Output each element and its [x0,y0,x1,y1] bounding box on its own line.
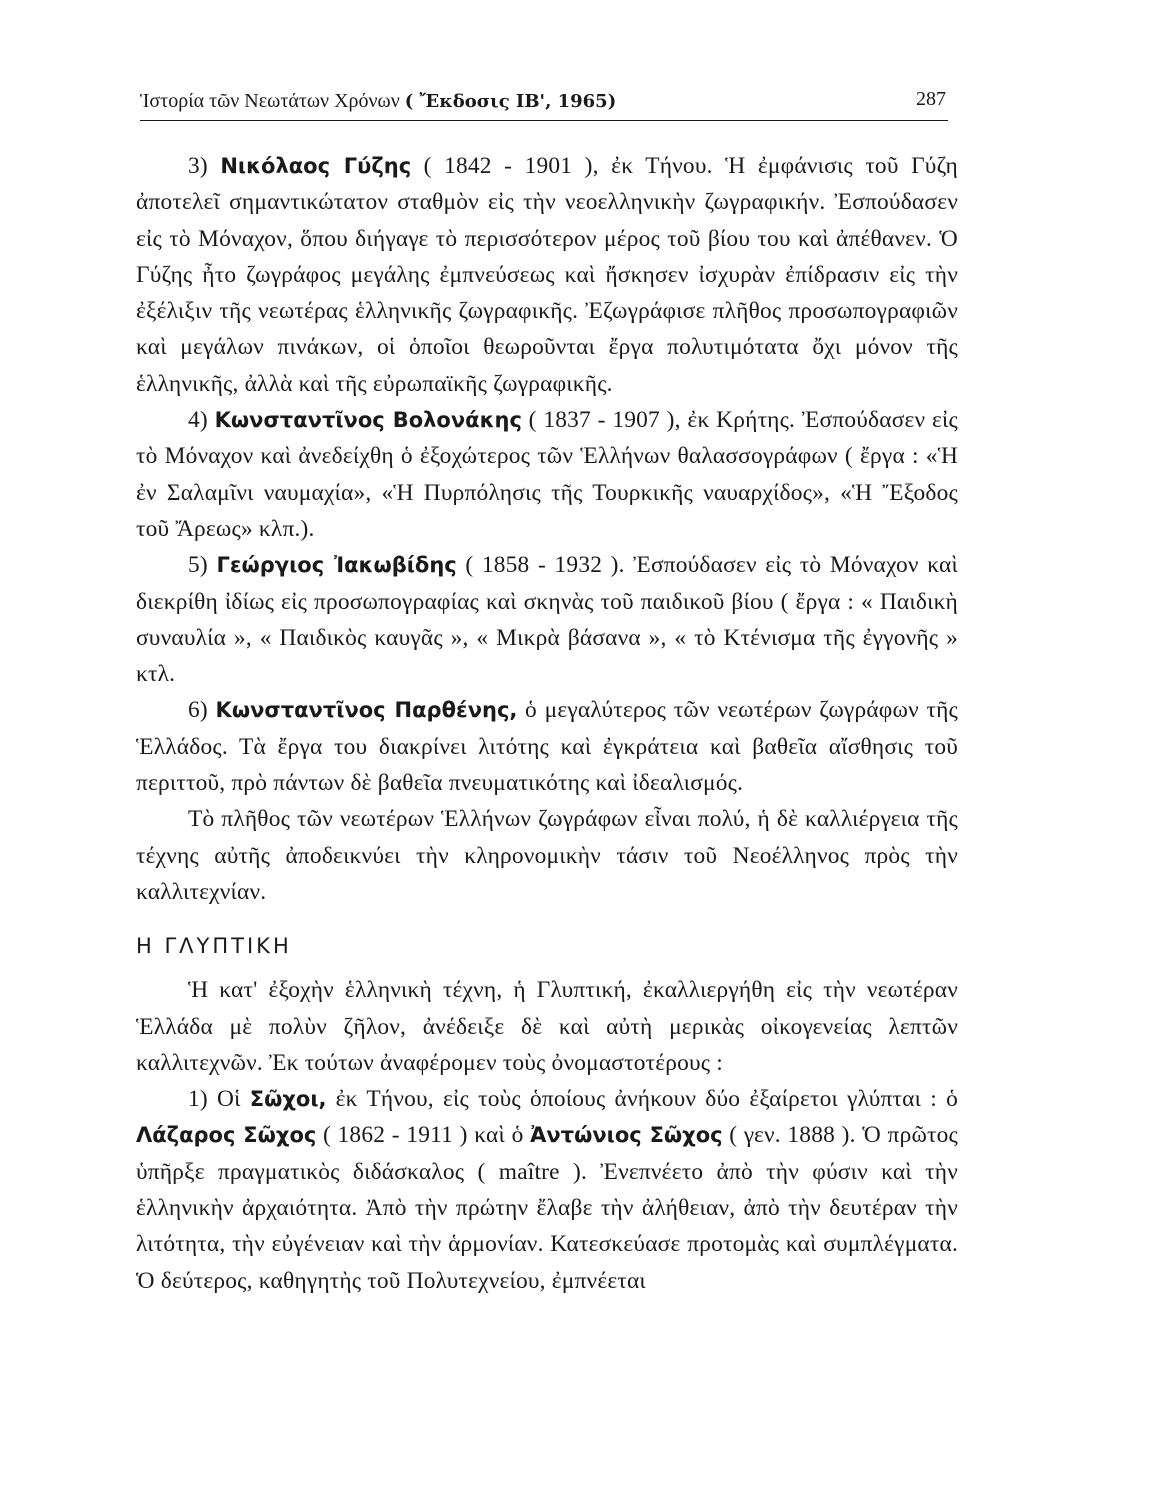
paragraph-text: Τὸ πλῆθος τῶν νεωτέρων Ἑλλήνων ζωγράφων εἶναι πολύ, ἡ δὲ καλλιέργεια τῆς τέχνης αὐτῆς ἀποδεικνύει τὴν κληρονομικὴν τάσιν τοῦ Νεοέλληνος πρὸς τὴν καλλιτεχνίαν. [136,806,958,905]
artist-name: Κωνσταντῖνος Παρθένης, [215,698,518,723]
item-number: 6) [188,697,216,724]
artist-name: Γεώργιος Ἰακωβίδης [216,553,457,578]
paragraph-text: Ἡ κατ' ἐξοχὴν ἑλληνικὴ τέχνη, ἡ Γλυπτική, ἐκαλλιεργήθη εἰς τὴν νεωτέραν Ἑλλάδα μὲ πολὺν ζῆλον, ἀνέδειξε δὲ καὶ αὐτὴ μερικὰς οἰκογενείας λεπτῶν καλλιτεχνῶν. Ἐκ τούτων ἀναφέρομεν τοὺς ὀνομαστοτέρους : [136,977,958,1076]
artist-name: Νικόλαος Γύζης [220,154,412,178]
paragraph-sculpture-intro [136,972,958,1081]
paragraph-text: ( 1837 - 1907 ), ἐκ Κρήτης. Ἐσπούδασεν εἰς τὸ Μόναχον καὶ ἀνεδείχθη ὁ ἐξοχώτερος τῶν Ἑλλήνων θαλασσογράφων ( ἔργα : «Ἡ ἐν Σαλαμῖνι ναυμαχία», «Ἡ Πυρπόλησις τῆς Τουρκικῆς ναυαρχίδος», «Ἡ Ἔξοδος τοῦ Ἄρεως» κλπ.). [136,407,959,542]
paragraph-volonakis [136,402,958,547]
item-number: 4) [188,407,215,434]
item-number: 1) [188,1086,218,1113]
artist-family-name: Σῶχοι, [249,1087,327,1112]
page-number: 287 [916,88,946,110]
paragraph-text: ἐκ Τήνου, εἰς τοὺς ὁποίους ἀνήκουν δύο ἐξαίρετοι γλύπται : ὁ [326,1086,958,1113]
book-title-text: Ἱστορία τῶν Νεωτάτων Χρόνων [140,90,400,112]
paragraph-iakovidis [136,547,958,692]
paragraph-sochoi [136,1081,958,1299]
paragraph-text: ( 1862 - 1911 ) καὶ ὁ [316,1122,531,1149]
edition-info: ( Ἔκδοσις ΙΒ', 1965) [404,91,617,112]
running-header [140,86,948,121]
paragraph-gyzis [136,148,958,402]
paragraph-text: ( 1842 - 1901 ), ἐκ Τήνου. Ἡ ἐμφάνισις τοῦ Γύζη ἀποτελεῖ σημαντικώτατον σταθμὸν εἰς τὴν νεοελληνικὴν ζωγραφικήν. Ἐσπούδασεν εἰς τὸ Μόναχον, ὅπου διήγαγε τὸ περισσότερον μέρος τοῦ βίου του καὶ ἀπέθανεν. Ὁ Γύζης ἦτο ζωγράφος μεγάλης ἐμπνεύσεως καὶ ἤσκησεν ἰσχυρὰν ἐπίδρασιν εἰς τὴν ἐξέλιξιν τῆς νεωτέρας ἑλληνικῆς ζωγραφικῆς. Ἐζωγράφισε πλῆθος προσωπογραφιῶν καὶ μεγάλων πινάκων, οἱ ὁποῖοι θεωροῦνται ἔργα πολυτιμότατα ὄχι μόνον τῆς ἑλληνικῆς, ἀλλὰ καὶ τῆς εὐρωπαϊκῆς ζωγραφικῆς. [136,153,958,397]
item-number: 5) [188,552,217,579]
paragraph-text: Οἱ [217,1086,250,1113]
artist-name: Ἀντώνιος Σῶχος [530,1123,723,1148]
item-number: 3) [188,153,221,179]
artist-name: Κωνσταντῖνος Βολονάκης [214,408,522,433]
paragraph-summary [136,801,958,910]
book-title [140,90,616,113]
paragraph-parthenis [136,692,958,801]
paragraph-text: ὁ μεγαλύτερος τῶν νεωτέρων ζωγράφων τῆς Ἑλλάδος. Τὰ ἔργα του διακρίνει λιτότης καὶ ἐγκράτεια καὶ βαθεῖα αἴσθησις τοῦ περιττοῦ, πρὸ πάντων δὲ βαθεῖα πνευματικότης καὶ ἰδεαλισμός. [136,697,959,797]
latin-term: maître [498,1158,560,1185]
paragraph-text: ( 1858 - 1932 ). Ἐσπούδασεν εἰς τὸ Μόναχον καὶ διεκρίθη ἰδίως εἰς προσωπογραφίας καὶ σκηνὰς τοῦ παιδικοῦ βίου ( ἔργα : « Παιδικὴ συναυλία », « Παιδικὸς καυγᾶς », « Μικρὰ βάσανα », « τὸ Κτένισμα τῆς ἐγγονῆς » κτλ. [136,552,958,688]
page-body [136,148,958,1299]
paragraph-text: ( γεν. 1888 ). Ὁ πρῶτος ὑπῆρξε πραγματικὸς διδάσκαλος ( [136,1122,958,1185]
section-title-sculpture: Η ΓΛΥΠΤΙΚΗ [136,934,292,959]
artist-name: Λάζαρος Σῶχος [136,1123,317,1148]
paragraph-text: ). Ἐνεπνέετο ἀπὸ τὴν φύσιν καὶ τὴν ἑλληνικὴν ἀρχαιότητα. Ἀπὸ τὴν πρώτην ἔλαβε τὴν ἀλήθειαν, ἀπὸ τὴν δευτέραν τὴν λιτότητα, τὴν εὐγένειαν καὶ τὴν ἁρμονίαν. Κατεσκεύασε προτομὰς καὶ συμπλέγματα. Ὁ δεύτερος, καθηγητὴς τοῦ Πολυτεχνείου, ἐμπνέεται [136,1158,958,1294]
